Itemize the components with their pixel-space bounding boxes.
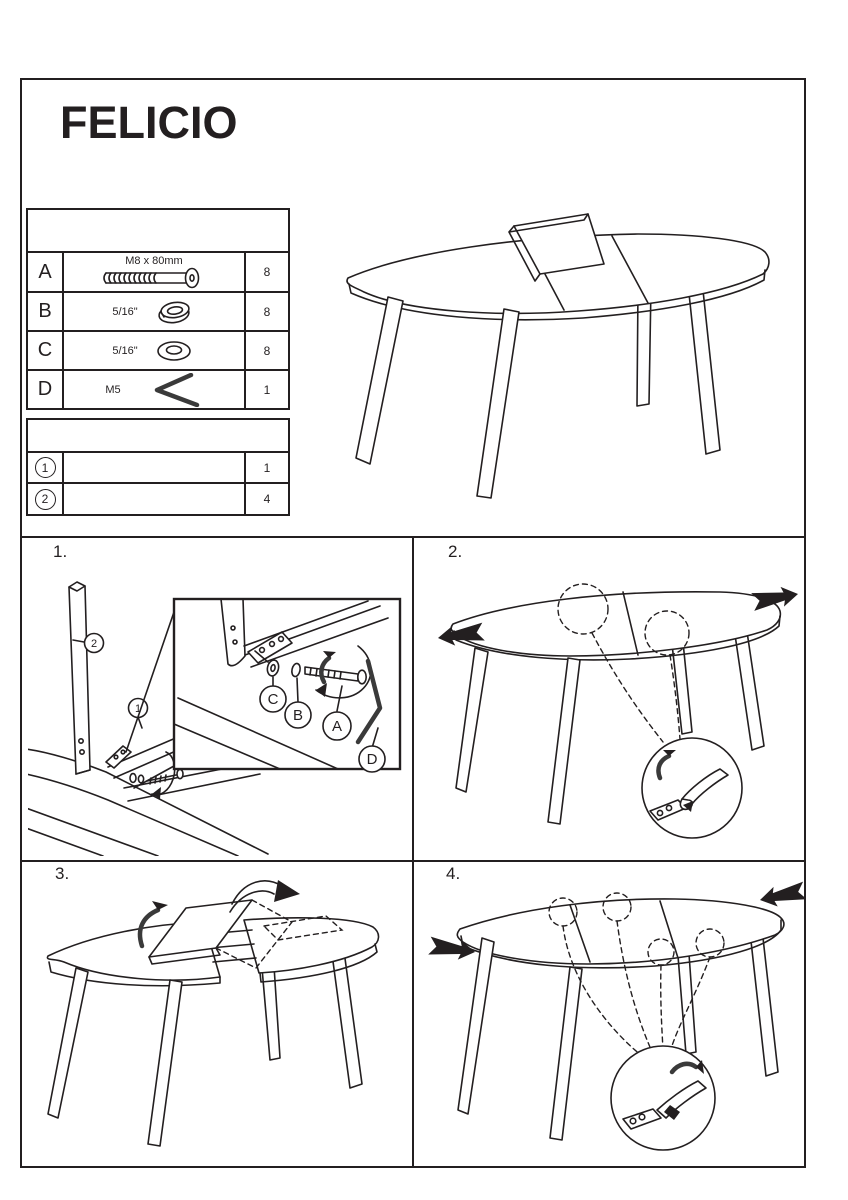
part-qty: 1	[244, 453, 288, 482]
callout-d: D	[366, 751, 378, 768]
spring-washer-icon	[152, 297, 196, 327]
part-number-badge: 2	[35, 489, 56, 510]
step-4-number: 4.	[446, 864, 461, 883]
table-row	[28, 251, 288, 291]
step-1-number: 1.	[53, 542, 68, 561]
hardware-label: M5	[105, 383, 121, 396]
bolt-icon	[92, 267, 217, 289]
table-row	[28, 330, 288, 369]
hardware-qty: 8	[244, 332, 288, 369]
hardware-key: A	[28, 253, 64, 291]
part-qty: 4	[244, 484, 288, 514]
table-row	[28, 369, 288, 408]
hardware-label: 5/16"	[112, 344, 138, 357]
callout-c: C	[267, 691, 279, 708]
part-number-badge: 1	[35, 457, 56, 478]
step-2-illustration	[420, 556, 806, 856]
callout-a: A	[331, 718, 343, 735]
hardware-table-header	[28, 210, 288, 251]
hardware-label: M8 x 80mm	[125, 255, 183, 267]
step-3-illustration	[24, 872, 412, 1168]
arrow-right-in-icon	[758, 881, 806, 910]
table-row	[28, 482, 288, 514]
hardware-key: C	[28, 332, 64, 369]
allen-key-icon	[147, 373, 203, 407]
hardware-table	[26, 208, 290, 410]
hardware-key: D	[28, 371, 64, 408]
hardware-label: 5/16"	[112, 305, 138, 318]
table-row	[28, 291, 288, 330]
callout-part-2: 2	[90, 638, 98, 650]
callout-part-1: 1	[134, 703, 142, 715]
parts-table	[26, 418, 290, 516]
step-4-illustration	[420, 872, 806, 1168]
step-2-number: 2.	[448, 542, 463, 561]
hardware-qty: 1	[244, 371, 288, 408]
step-1-illustration	[28, 556, 413, 856]
hardware-qty: 8	[244, 253, 288, 291]
product-title: FELICIO	[60, 97, 238, 148]
product-illustration	[328, 192, 808, 522]
step-3-number: 3.	[55, 864, 70, 883]
parts-table-header	[28, 420, 288, 451]
flat-washer-icon	[152, 336, 196, 366]
hardware-key: B	[28, 293, 64, 330]
hardware-qty: 8	[244, 293, 288, 330]
callout-b: B	[292, 707, 304, 724]
table-row	[28, 451, 288, 482]
